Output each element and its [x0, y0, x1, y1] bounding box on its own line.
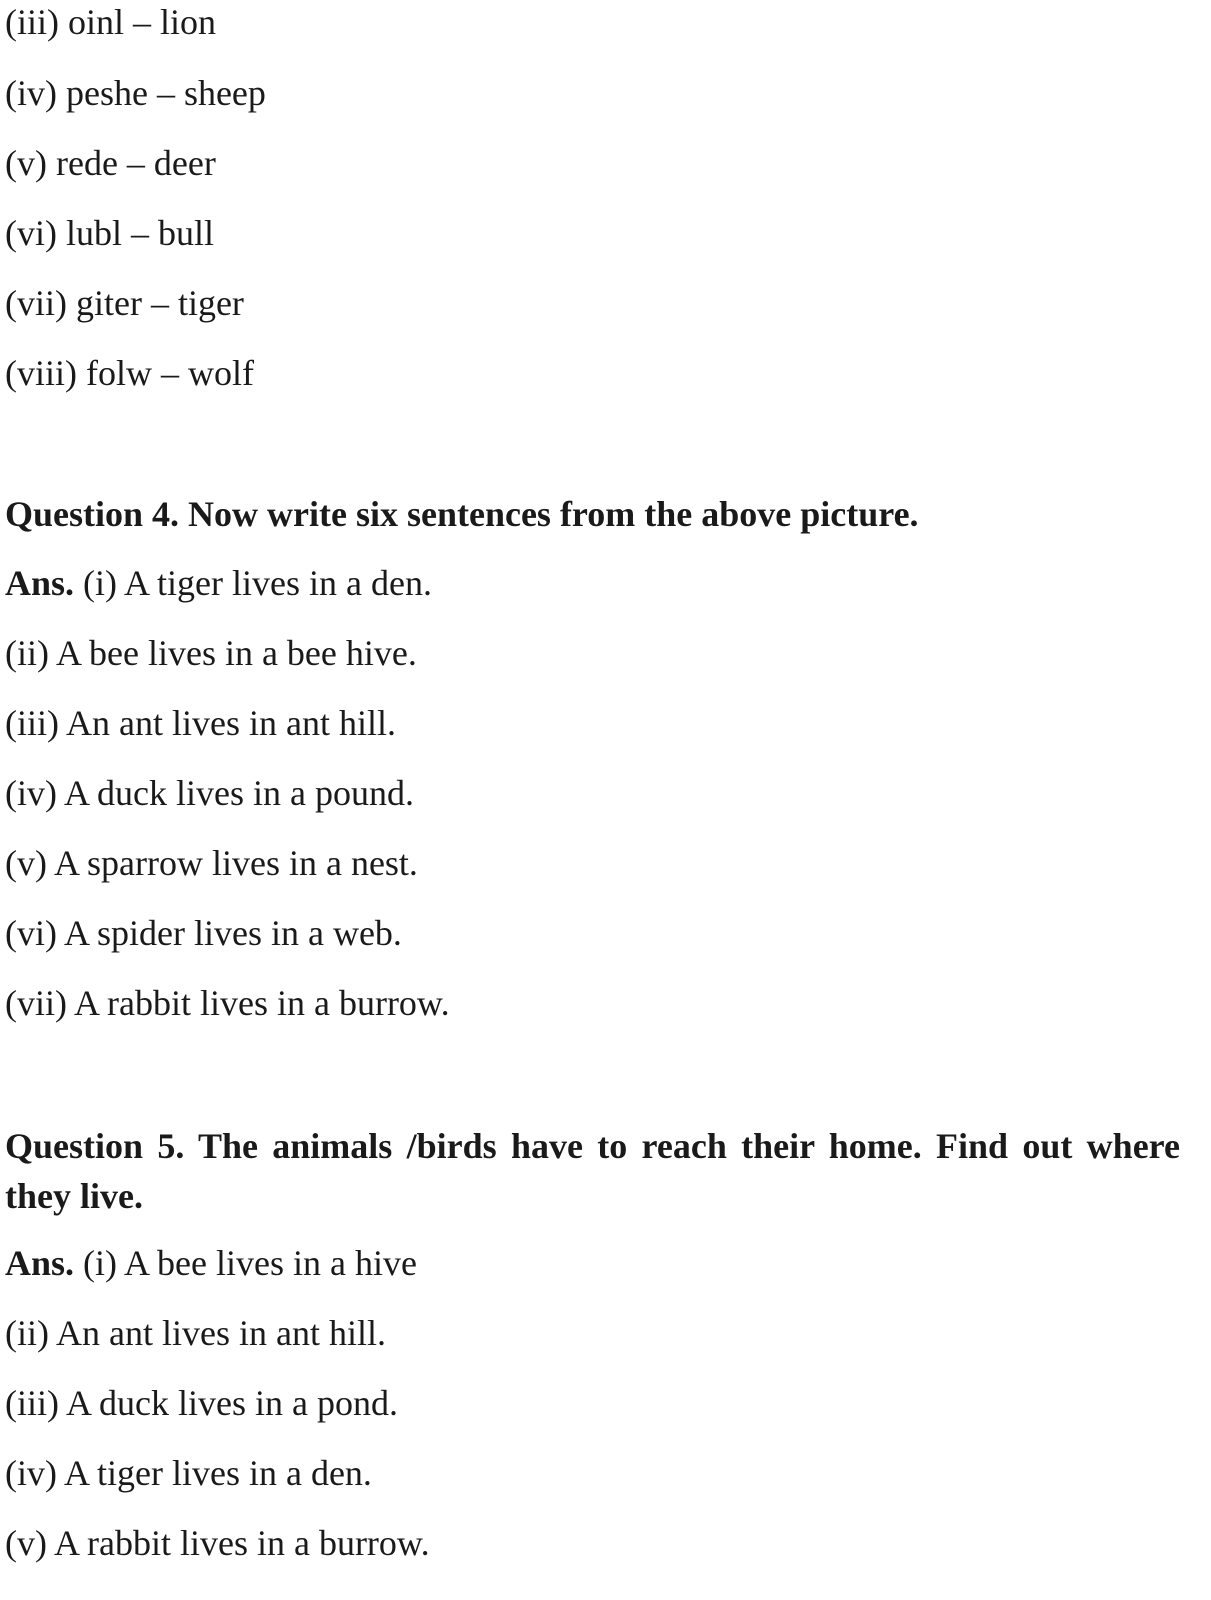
list-item: (v) A rabbit lives in a burrow. — [5, 1523, 430, 1563]
list-item — [5, 561, 432, 605]
question-5-heading: Question 5. The animals /birds have to reach their home. Find out where they live. — [5, 1126, 1180, 1216]
list-item: (iv) A tiger lives in a den. — [5, 1453, 372, 1493]
list-item: (iii) oinl – lion — [5, 2, 216, 42]
list-item: (iv) A duck lives in a pound. — [5, 773, 414, 813]
list-item: (v) A sparrow lives in a nest. — [5, 843, 418, 883]
list-item: (viii) folw – wolf — [5, 353, 254, 393]
ans-label: Ans. — [5, 563, 75, 603]
list-item: (iii) A duck lives in a pond. — [5, 1383, 398, 1423]
list-item — [5, 1241, 417, 1285]
list-item: (iv) peshe – sheep — [5, 73, 266, 113]
list-item: (v) rede – deer — [5, 143, 216, 183]
question-4-heading: Question 4. Now write six sentences from the above picture. — [5, 494, 919, 534]
list-item: (vi) lubl – bull — [5, 213, 214, 253]
list-item: (vii) A rabbit lives in a burrow. — [5, 983, 450, 1023]
list-item: (ii) An ant lives in ant hill. — [5, 1313, 386, 1353]
ans-label: Ans. — [5, 1243, 75, 1283]
list-item: (ii) A bee lives in a bee hive. — [5, 633, 417, 673]
list-item: (vii) giter – tiger — [5, 283, 244, 323]
list-item: (vi) A spider lives in a web. — [5, 913, 402, 953]
answer-text: (i) A tiger lives in a den. — [74, 563, 432, 603]
answer-text: (i) A bee lives in a hive — [74, 1243, 417, 1283]
list-item: (iii) An ant lives in ant hill. — [5, 703, 396, 743]
